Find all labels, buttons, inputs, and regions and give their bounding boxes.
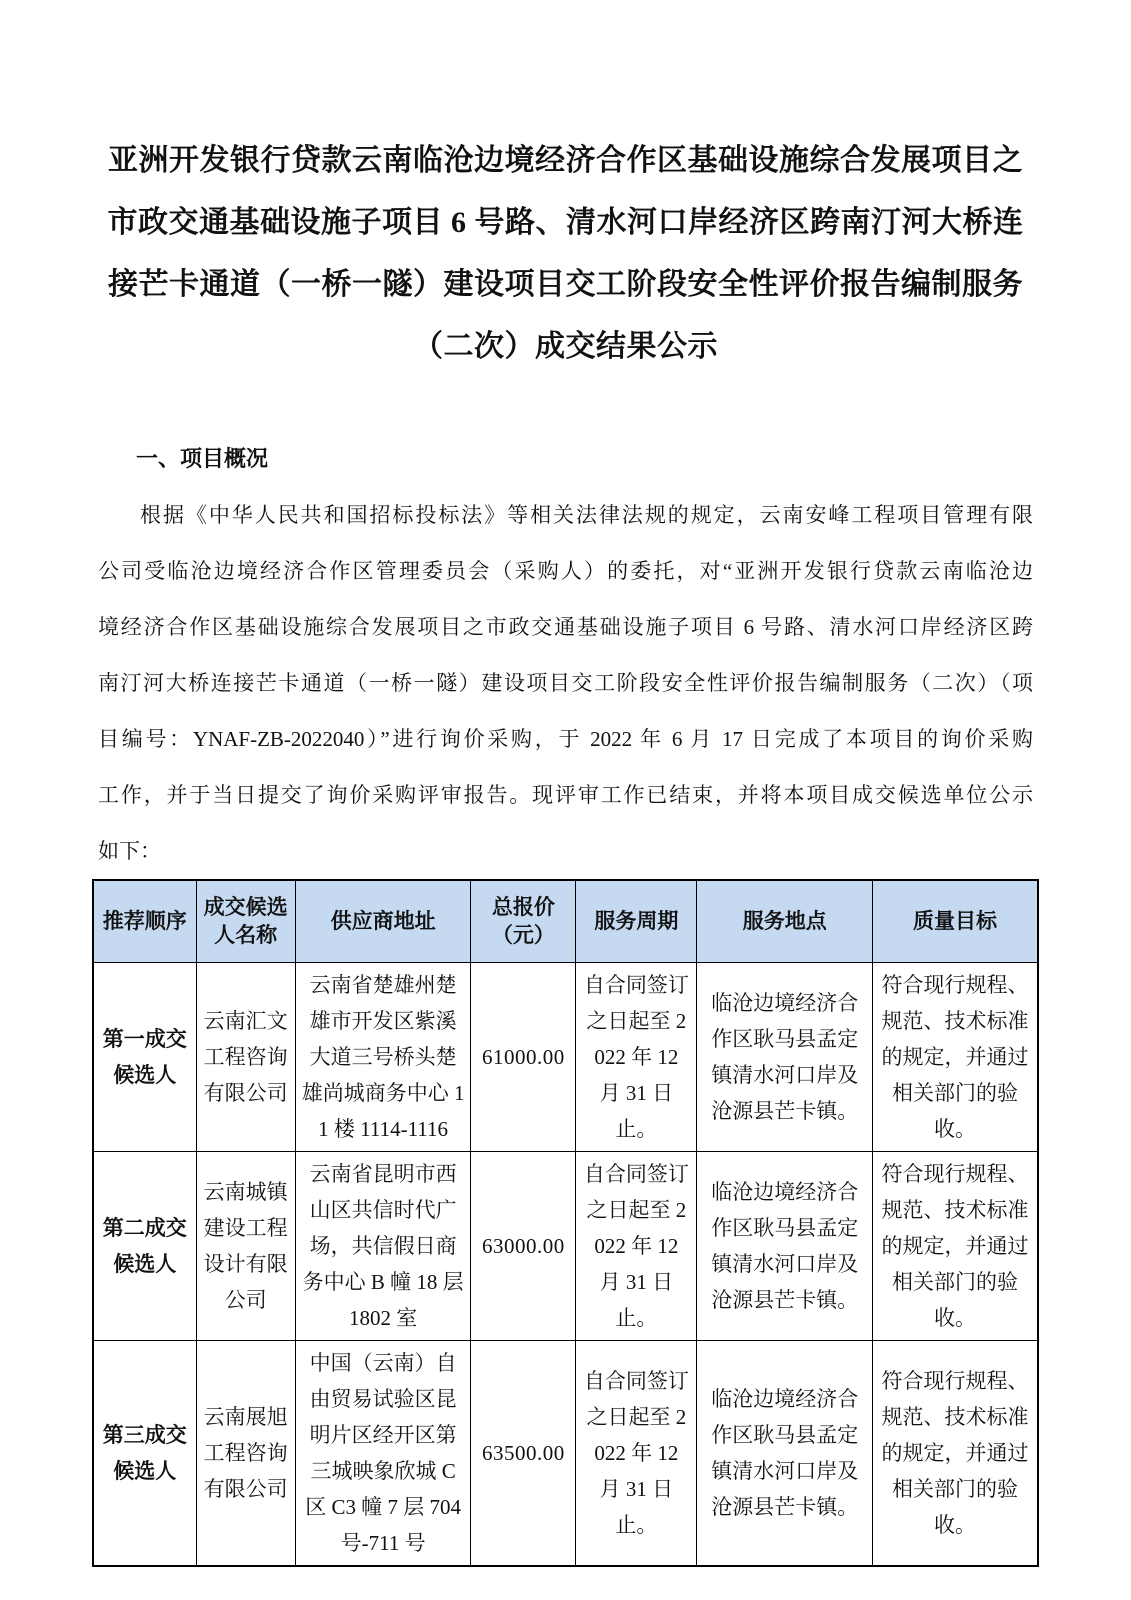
cell-service-location: 临沧边境经济合作区耿马县孟定镇清水河口岸及沧源县芒卡镇。	[697, 1151, 873, 1340]
table-row	[93, 1151, 1038, 1340]
cell-rank: 第二成交候选人	[93, 1151, 196, 1340]
cell-rank: 第一成交候选人	[93, 962, 196, 1151]
cell-supplier-address: 中国（云南）自由贸易试验区昆明片区经开区第三城映象欣城 C 区 C3 幢 7 层 704 号-711 号	[295, 1340, 471, 1566]
cell-quality-target: 符合现行规程、规范、技术标准的规定，并通过相关部门的验收。	[873, 1340, 1038, 1566]
paragraph-line: 目编号：YNAF-ZB-2022040）”进行询价采购，于 2022 年 6 月 17 日完成了本项目的询价采购	[98, 727, 1033, 751]
cell-quality-target: 符合现行规程、规范、技术标准的规定，并通过相关部门的验收。	[873, 962, 1038, 1151]
column-header-service-period: 服务周期	[576, 880, 697, 962]
column-header-recommend-order: 推荐顺序	[93, 880, 196, 962]
column-header-candidate-name: 成交候选人名称	[196, 880, 295, 962]
cell-total-price: 63500.00	[471, 1340, 576, 1566]
table-row	[93, 1340, 1038, 1566]
column-header-service-location: 服务地点	[697, 880, 873, 962]
title-line: 亚洲开发银行贷款云南临沧边境经济合作区基础设施综合发展项目之	[108, 144, 1023, 177]
column-header-quality-target: 质量目标	[873, 880, 1038, 962]
section-heading: 一、项目概况	[136, 446, 269, 471]
cell-supplier-address: 云南省楚雄州楚雄市开发区紫溪大道三号桥头楚雄尚城商务中心 11 楼 1114-1116	[295, 962, 471, 1151]
paragraph-line: 境经济合作区基础设施综合发展项目之市政交通基础设施子项目 6 号路、清水河口岸经济区跨	[98, 615, 1033, 639]
cell-candidate-name: 云南汇文工程咨询有限公司	[196, 962, 295, 1151]
cell-candidate-name: 云南展旭工程咨询有限公司	[196, 1340, 295, 1566]
cell-supplier-address: 云南省昆明市西山区共信时代广场，共信假日商务中心 B 幢 18 层 1802 室	[295, 1151, 471, 1340]
table-row	[93, 962, 1038, 1151]
table-header-row	[93, 880, 1038, 962]
cell-service-location: 临沧边境经济合作区耿马县孟定镇清水河口岸及沧源县芒卡镇。	[697, 962, 873, 1151]
title-line: （二次）成交结果公示	[413, 330, 718, 363]
cell-service-period: 自合同签订之日起至 2022 年 12 月 31 日止。	[576, 1151, 697, 1340]
column-header-total-price: 总报价（元）	[471, 880, 576, 962]
cell-total-price: 63000.00	[471, 1151, 576, 1340]
cell-service-period: 自合同签订之日起至 2022 年 12 月 31 日止。	[576, 1340, 697, 1566]
cell-total-price: 61000.00	[471, 962, 576, 1151]
cell-service-period: 自合同签订之日起至 2022 年 12 月 31 日止。	[576, 962, 697, 1151]
document-title	[92, 130, 1039, 378]
column-header-supplier-address: 供应商地址	[295, 880, 471, 962]
paragraph-line: 南汀河大桥连接芒卡通道（一桥一隧）建设项目交工阶段安全性评价报告编制服务（二次）（项	[98, 671, 1033, 695]
cell-candidate-name: 云南城镇建设工程设计有限公司	[196, 1151, 295, 1340]
cell-service-location: 临沧边境经济合作区耿马县孟定镇清水河口岸及沧源县芒卡镇。	[697, 1340, 873, 1566]
cell-rank: 第三成交候选人	[93, 1340, 196, 1566]
paragraph-line: 根据《中华人民共和国招标投标法》等相关法律法规的规定，云南安峰工程项目管理有限	[140, 503, 1033, 527]
paragraph-line: 如下：	[98, 839, 161, 863]
candidates-table	[92, 879, 1039, 1567]
body-paragraph	[98, 487, 1033, 879]
paragraph-line: 公司受临沧边境经济合作区管理委员会（采购人）的委托，对“亚洲开发银行贷款云南临沧边	[98, 559, 1033, 583]
paragraph-line: 工作，并于当日提交了询价采购评审报告。现评审工作已结束，并将本项目成交候选单位公示	[98, 783, 1033, 807]
title-line: 市政交通基础设施子项目 6 号路、清水河口岸经济区跨南汀河大桥连	[107, 206, 1024, 239]
title-line: 接芒卡通道（一桥一隧）建设项目交工阶段安全性评价报告编制服务	[108, 268, 1023, 301]
cell-quality-target: 符合现行规程、规范、技术标准的规定，并通过相关部门的验收。	[873, 1151, 1038, 1340]
